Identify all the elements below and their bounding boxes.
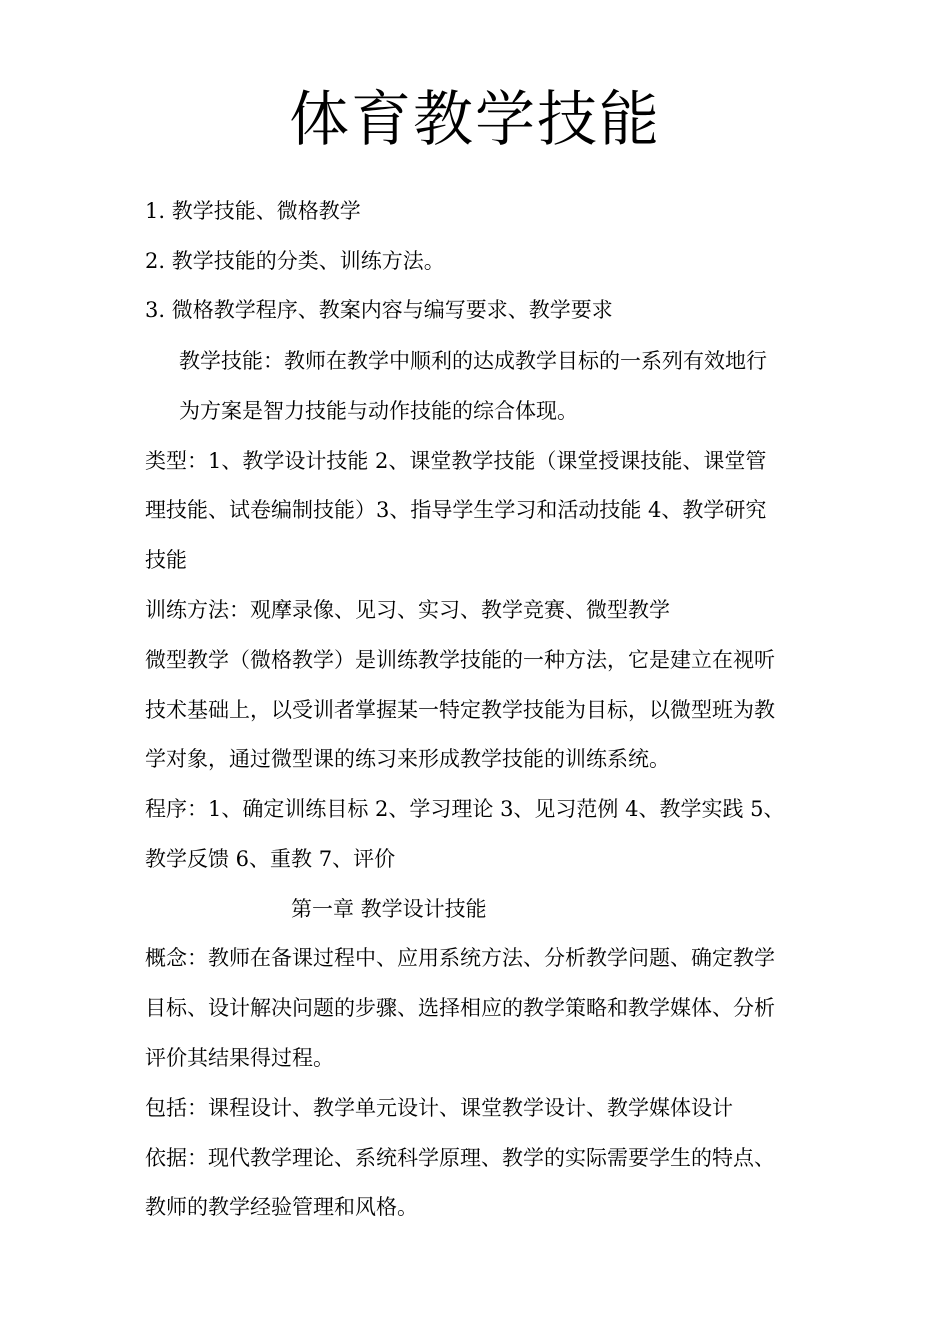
types-line: 技能: [145, 548, 187, 572]
concept-line: 目标、设计解决问题的步骤、选择相应的教学策略和教学媒体、分析: [145, 996, 775, 1020]
methods-line: 训练方法：观摩录像、见习、实习、教学竞赛、微型教学: [145, 598, 670, 622]
outline-item: 1. 教学技能、微格教学: [145, 199, 361, 223]
basis-line: 教师的教学经验管理和风格。: [145, 1195, 418, 1219]
micro-teaching-line: 学对象，通过微型课的练习来形成教学技能的训练系统。: [145, 747, 670, 771]
procedure-line: 教学反馈 6、重教 7、评价: [145, 847, 396, 871]
concept-line: 概念：教师在备课过程中、应用系统方法、分析教学问题、确定教学: [145, 946, 775, 970]
types-line: 理技能、试卷编制技能）3、指导学生学习和活动技能 4、教学研究: [145, 498, 767, 522]
outline-item: 2. 教学技能的分类、训练方法。: [145, 249, 445, 273]
chapter-heading: 第一章 教学设计技能: [291, 897, 487, 921]
definition-line: 教学技能：教师在教学中顺利的达成教学目标的一系列有效地行: [179, 349, 767, 373]
micro-teaching-line: 微型教学（微格教学）是训练教学技能的一种方法，它是建立在视听: [145, 648, 775, 672]
outline-item: 3. 微格教学程序、教案内容与编写要求、教学要求: [145, 298, 613, 322]
concept-line: 评价其结果得过程。: [145, 1046, 334, 1070]
definition-line: 为方案是智力技能与动作技能的综合体现。: [179, 399, 578, 423]
procedure-line: 程序：1、确定训练目标 2、学习理论 3、见习范例 4、教学实践 5、: [145, 797, 785, 821]
types-line: 类型：1、教学设计技能 2、课堂教学技能（课堂授课技能、课堂管: [145, 449, 767, 473]
includes-line: 包括：课程设计、教学单元设计、课堂教学设计、教学媒体设计: [145, 1096, 733, 1120]
basis-line: 依据：现代教学理论、系统科学原理、教学的实际需要学生的特点、: [145, 1146, 775, 1170]
micro-teaching-line: 技术基础上，以受训者掌握某一特定教学技能为目标，以微型班为教: [145, 698, 775, 722]
document-title: 体育教学技能: [289, 85, 661, 155]
